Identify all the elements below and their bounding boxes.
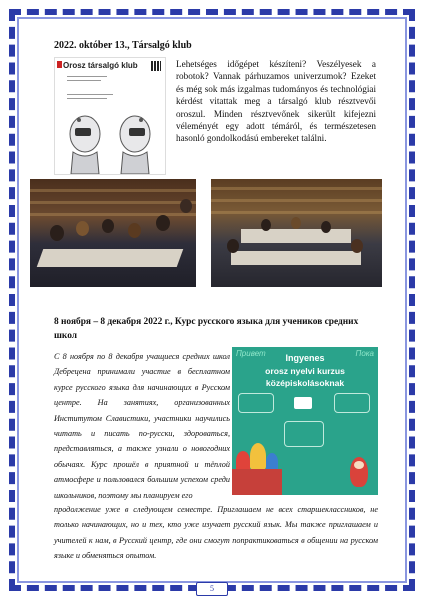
classroom-photo-2 (211, 179, 382, 287)
church-base (232, 469, 282, 495)
poster-title: Orosz társalgó klub (63, 61, 138, 70)
banner-side-left: Привет (236, 349, 266, 358)
banner-line-1: Ingyenes (285, 353, 325, 363)
poster-text-line (67, 80, 101, 81)
banner-line-2: orosz nyelvi kurzus (265, 366, 345, 376)
book-icon (294, 397, 312, 409)
robot-head-icon (117, 112, 157, 174)
section1-heading: 2022. október 13., Társalgó klub (54, 40, 192, 51)
flag-icon (57, 61, 62, 68)
qr-code-icon (151, 61, 161, 71)
poster-text-line (67, 98, 107, 99)
course-banner-image (232, 347, 378, 495)
poster-text-line (67, 76, 107, 77)
section2-paragraph-full: продолжение уже в следующем семестре. Приглашаем не всех старшеклассников, не только начинающих, но и тех, кто уже изучает русский язык. Мы также приглашаем и учителей к нам, в Русский центр, где они смогут попрактиковаться в общении на русском языке и обменяться опытом. (54, 505, 378, 561)
club-poster-image (54, 57, 166, 175)
banner-side-right: Пока (355, 349, 374, 358)
classroom-photo-1 (30, 179, 196, 287)
info-pill (334, 393, 370, 413)
matryoshka-face (354, 461, 364, 469)
dome-icon (236, 451, 250, 471)
info-pill (284, 421, 324, 447)
poster-text-line (67, 94, 113, 95)
robot-head-icon (63, 112, 103, 174)
section2-paragraph-left: С 8 ноября по 8 декабря учащиеся средних школ Дебрецена принимали участие в бесплатном курсе русского языка для начинающих в Русском центре. На занятиях, организованных Институтом Славистики, участники научились читать и писать по-русски, здороваться, представляться, а также узнали о новогодних обычаях. Курс прошёл в приятной и тёплой атмосфере и пользовался большим успехом среди школьников, поэтому мы планируем его (54, 352, 230, 500)
section2-heading: 8 ноября – 8 декабря 2022 г., Курс русского языка для учеников средних школ (54, 317, 359, 341)
dome-icon (250, 443, 266, 469)
banner-line-3: középiskolásoknak (265, 378, 345, 388)
info-pill (238, 393, 274, 413)
section1-paragraph: Lehetséges időgépet készíteni? Veszélyesek a robotok? Vannak párhuzamos univerzumok? Ezeket és még sok más izgalmas tudományos és technológiai kérdést vitattak meg a társalgó klub résztvevői oroszul. Minden résztvevőnek sikerült kifejezni véleményét egy adott témáról, és természetesen hasonló gondolkodású embereket találni. (176, 59, 376, 144)
page-number: 5 (196, 582, 228, 596)
